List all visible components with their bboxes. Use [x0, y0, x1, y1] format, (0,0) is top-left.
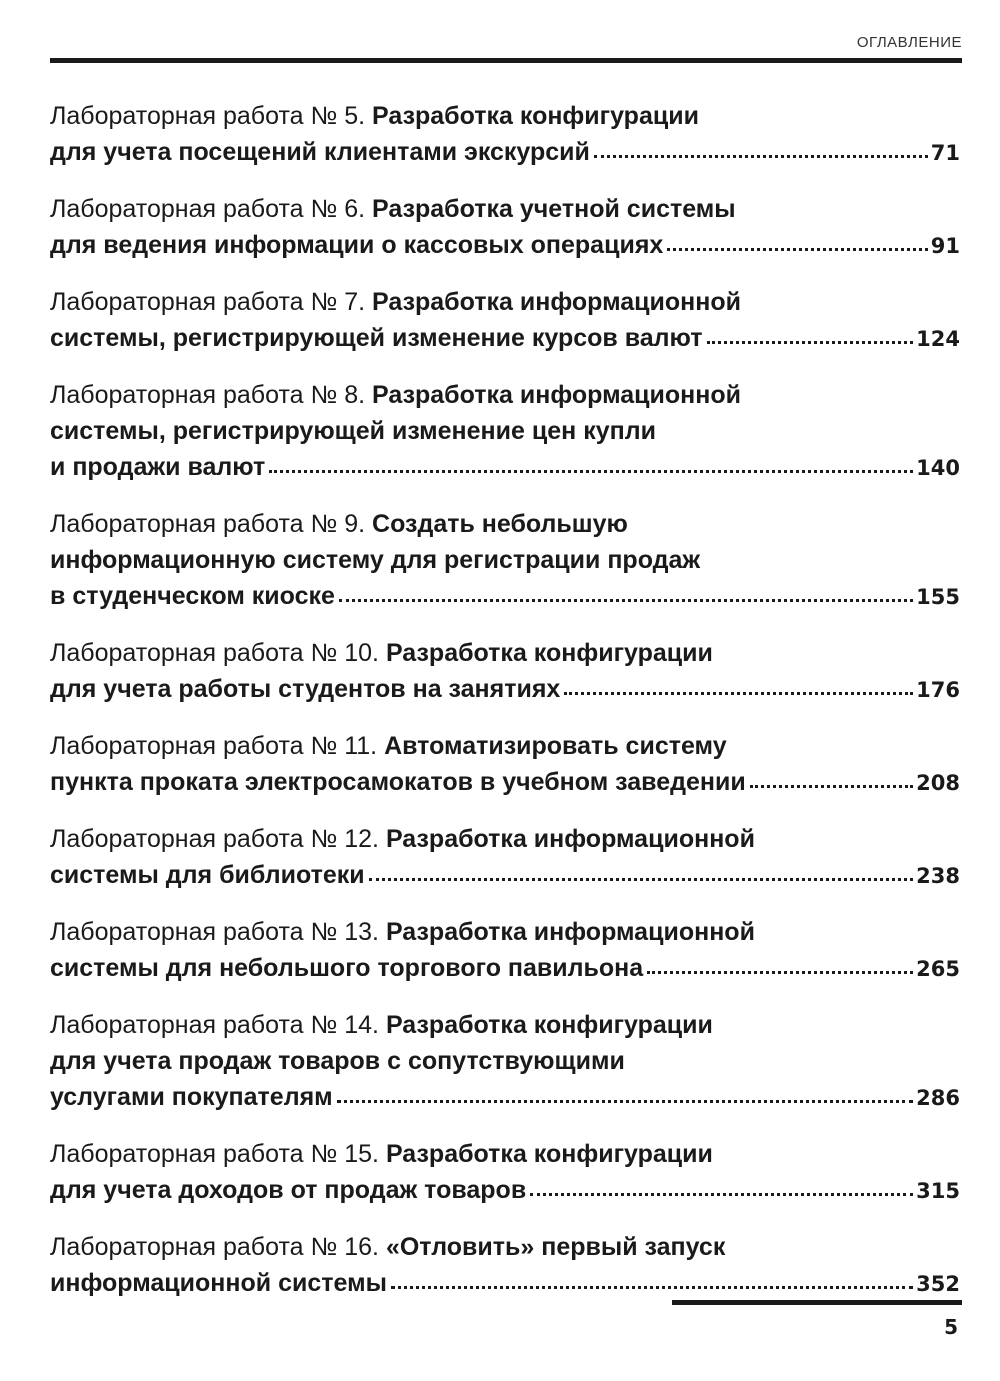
toc-entry-text	[50, 1233, 725, 1261]
toc-entry-text	[50, 639, 713, 667]
toc-entry[interactable]	[50, 1007, 960, 1116]
toc-entry-title: Разработка учетной системы	[372, 195, 736, 223]
footer-rule	[672, 1300, 962, 1305]
toc-entry-text	[50, 320, 703, 356]
toc-entry-title: в студенческом киоске	[50, 582, 335, 610]
toc-entry-prefix: Лабораторная работа № 16.	[50, 1233, 379, 1261]
dot-leader	[750, 784, 913, 788]
toc-entry[interactable]	[50, 914, 960, 987]
toc-entry-text	[50, 578, 335, 614]
toc-entry-line	[50, 764, 960, 801]
toc-entry-line	[50, 821, 960, 857]
toc-entry-line	[50, 857, 960, 894]
toc-entry[interactable]	[50, 635, 960, 708]
dot-leader	[564, 691, 913, 695]
toc-entry-text	[50, 102, 699, 130]
toc-entry-text	[50, 1172, 526, 1208]
toc-page-number[interactable]: 286	[916, 1086, 960, 1110]
toc-entry-line	[50, 449, 960, 486]
toc-entry[interactable]	[50, 284, 960, 357]
toc-entry-prefix: Лабораторная работа № 14.	[50, 1011, 379, 1039]
toc-entry-line	[50, 728, 960, 764]
toc-entry[interactable]	[50, 191, 960, 264]
toc-entry-prefix: Лабораторная работа № 9.	[50, 510, 366, 538]
toc-entry-text	[50, 732, 727, 760]
toc-entry-title: Разработка конфигурации	[385, 639, 713, 667]
toc-entry-title: Разработка конфигурации	[385, 1011, 713, 1039]
toc-entry-line	[50, 671, 960, 708]
toc-entry-text	[50, 950, 643, 986]
toc-entry-prefix: Лабораторная работа № 7.	[50, 288, 366, 316]
toc-entry-text	[50, 227, 663, 263]
toc-entry-line	[50, 542, 960, 578]
toc-entry-text	[50, 195, 736, 223]
toc-entry-line	[50, 227, 960, 264]
toc-entry-text	[50, 1265, 387, 1301]
toc-entry-line	[50, 320, 960, 357]
dot-leader	[369, 877, 914, 881]
header-rule	[50, 58, 962, 63]
toc-entry-line	[50, 134, 960, 171]
toc-entry-text	[50, 546, 700, 574]
toc-entry-title: Автоматизировать систему	[384, 732, 727, 760]
toc-entry-title: Разработка конфигурации	[385, 1140, 713, 1168]
toc-entry-text	[50, 1079, 333, 1115]
toc-entry-line	[50, 950, 960, 987]
toc-entry[interactable]	[50, 728, 960, 801]
toc-entry[interactable]	[50, 821, 960, 894]
toc-entry-text	[50, 1047, 625, 1075]
toc-entry-title: для учета работы студентов на занятиях	[50, 675, 561, 703]
dot-leader	[667, 247, 927, 251]
toc-page-number[interactable]: 124	[916, 327, 960, 351]
toc-entry-line	[50, 284, 960, 320]
toc-entry-text	[50, 417, 656, 445]
toc-entry-line	[50, 1136, 960, 1172]
toc-page-number[interactable]: 315	[916, 1179, 960, 1203]
toc-entry-line	[50, 1007, 960, 1043]
toc-page-number[interactable]: 155	[916, 585, 960, 609]
toc-entry-line	[50, 1265, 960, 1302]
toc-entry-text	[50, 857, 365, 893]
toc-entry-line	[50, 377, 960, 413]
toc-entry-title: системы для небольшого торгового павильона	[50, 954, 644, 982]
toc-entry[interactable]	[50, 1136, 960, 1209]
dot-leader	[337, 1099, 913, 1103]
toc-page-number[interactable]: 140	[916, 456, 960, 480]
toc-entry-line	[50, 1043, 960, 1079]
toc-entry-line	[50, 191, 960, 227]
toc-entry-title: для учета продаж товаров с сопутствующими	[50, 1047, 625, 1075]
toc-entry-prefix: Лабораторная работа № 5.	[50, 102, 366, 130]
toc-entry-prefix: Лабораторная работа № 6.	[50, 195, 366, 223]
toc-entry[interactable]	[50, 377, 960, 486]
toc-entry-text	[50, 1140, 713, 1168]
toc-page-number[interactable]: 71	[930, 141, 960, 165]
toc-entry-title: для ведения информации о кассовых операциях	[50, 231, 664, 259]
toc-entry-title: пункта проката электросамокатов в учебном заведении	[50, 768, 746, 796]
toc-entry-text	[50, 825, 755, 853]
toc-entry-title: Разработка информационной	[385, 825, 755, 853]
toc-entry-text	[50, 671, 560, 707]
toc-entry-title: для учета доходов от продаж товаров	[50, 1176, 527, 1204]
toc-entry[interactable]	[50, 506, 960, 615]
toc-entry-title: информационной системы	[50, 1269, 387, 1297]
toc-entry-text	[50, 134, 590, 170]
toc-entry-title: Разработка конфигурации	[372, 102, 699, 130]
toc-entry-title: и продажи валют	[50, 453, 266, 481]
toc-entry[interactable]	[50, 1229, 960, 1302]
dot-leader	[339, 598, 913, 602]
toc-entry-title: услугами покупателям	[50, 1083, 333, 1111]
dot-leader	[269, 469, 913, 473]
toc-page-number[interactable]: 91	[930, 234, 960, 258]
dot-leader	[594, 154, 928, 158]
toc-entry-title: Создать небольшую	[372, 510, 628, 538]
dot-leader	[391, 1285, 913, 1289]
toc-entry-text	[50, 1011, 713, 1039]
toc-page-number[interactable]: 238	[916, 864, 960, 888]
toc-entry-text	[50, 510, 628, 538]
toc-entry-line	[50, 506, 960, 542]
toc-entry-line	[50, 1172, 960, 1209]
toc-entry-line	[50, 413, 960, 449]
toc-entry-prefix: Лабораторная работа № 13.	[50, 918, 379, 946]
toc-entry-text	[50, 918, 755, 946]
toc-page-number[interactable]: 265	[916, 957, 960, 981]
toc-entry-title: Разработка информационной	[385, 918, 755, 946]
toc-entry[interactable]	[50, 98, 960, 171]
toc-entry-prefix: Лабораторная работа № 11.	[50, 732, 378, 760]
toc-entry-text	[50, 381, 741, 409]
toc-page-number[interactable]: 208	[916, 771, 960, 795]
toc-entry-title: Разработка информационной	[372, 381, 742, 409]
toc-entry-title: для учета посещений клиентами экскурсий	[50, 138, 590, 166]
toc-entry-line	[50, 98, 960, 134]
toc-entry-text	[50, 764, 746, 800]
toc-page-number[interactable]: 352	[916, 1272, 960, 1296]
toc-entry-title: «Отловить» первый запуск	[385, 1233, 726, 1261]
toc-entry-title: системы, регистрирующей изменение цен купли	[50, 417, 656, 445]
toc-page-number[interactable]: 176	[916, 678, 960, 702]
section-header: ОГЛАВЛЕНИЕ	[856, 34, 962, 51]
toc-entry-line	[50, 914, 960, 950]
toc-entry-prefix: Лабораторная работа № 15.	[50, 1140, 379, 1168]
page-number: 5	[944, 1315, 958, 1339]
toc-entry-prefix: Лабораторная работа № 12.	[50, 825, 379, 853]
toc-entry-prefix: Лабораторная работа № 10.	[50, 639, 379, 667]
dot-leader	[647, 970, 913, 974]
toc-entry-line	[50, 1079, 960, 1116]
dot-leader	[530, 1192, 913, 1196]
toc-entry-title: системы для библиотеки	[50, 861, 365, 889]
toc-entry-title: системы, регистрирующей изменение курсов валют	[50, 324, 703, 352]
toc-entry-line	[50, 635, 960, 671]
toc-entry-line	[50, 578, 960, 615]
table-of-contents	[50, 98, 960, 1322]
toc-entry-line	[50, 1229, 960, 1265]
dot-leader	[707, 340, 914, 344]
toc-entry-prefix: Лабораторная работа № 8.	[50, 381, 366, 409]
toc-entry-title: информационную систему для регистрации продаж	[50, 546, 701, 574]
toc-entry-title: Разработка информационной	[372, 288, 742, 316]
toc-entry-text	[50, 449, 265, 485]
toc-entry-text	[50, 288, 741, 316]
